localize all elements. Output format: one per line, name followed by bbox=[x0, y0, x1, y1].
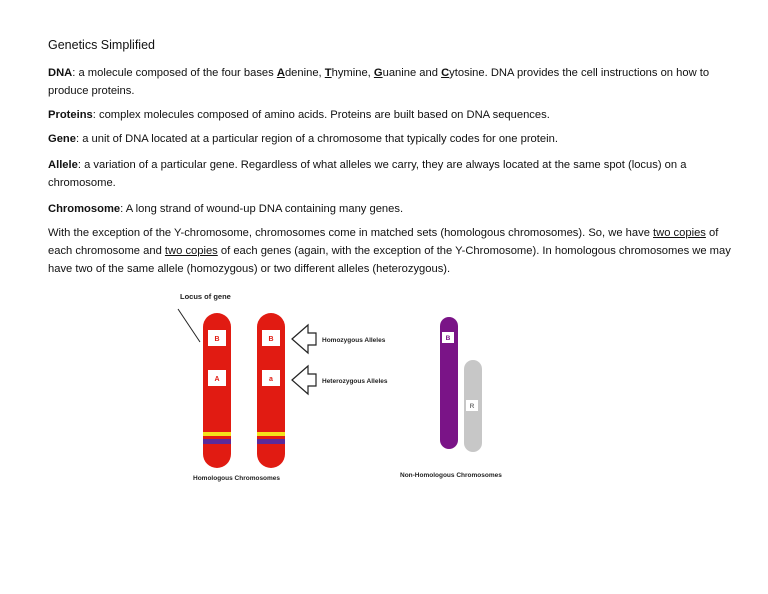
purple-allele: B bbox=[445, 335, 451, 342]
thymine-rest: hymine, bbox=[331, 67, 374, 79]
homologous-text-1: With the exception of the Y-chromosome, chromosomes come in matched sets (homologous chromosomes). So, we have bbox=[48, 227, 654, 239]
homologous-chromosome-left bbox=[203, 313, 231, 468]
proteins-term: Proteins bbox=[48, 109, 93, 121]
dna-text-pre: : a molecule composed of the four bases bbox=[72, 67, 277, 79]
heterozygous-label: Heterozygous Alleles bbox=[322, 378, 388, 385]
right-top-allele: B bbox=[268, 336, 274, 343]
gene-definition bbox=[48, 130, 738, 148]
homozygous-label: Homozygous Alleles bbox=[322, 337, 386, 344]
adenine-rest: denine, bbox=[284, 67, 325, 79]
guanine-rest: uanine and bbox=[382, 67, 442, 79]
dna-term: DNA bbox=[48, 67, 73, 79]
homozygous-arrow-icon bbox=[292, 325, 316, 353]
cytosine-initial: C bbox=[441, 67, 450, 79]
homologous-text-2: of each chromosome and bbox=[48, 227, 719, 257]
left-yellow-band bbox=[203, 432, 231, 436]
allele-term: Allele bbox=[48, 159, 78, 171]
gene-term: Gene bbox=[48, 133, 76, 145]
right-yellow-band bbox=[257, 432, 285, 436]
heterozygous-arrow-icon bbox=[292, 366, 316, 394]
homologous-text-3: of each genes (again, with the exception of the Y-Chromosome). In homologous chromosomes we may have two of the same allele (homozygous) or two different alleles (heterozygous). bbox=[48, 245, 731, 275]
page-title: Genetics Simplified bbox=[48, 38, 155, 52]
nonhomologous-chromosome-purple bbox=[440, 317, 458, 449]
chromosome-definition bbox=[48, 200, 738, 218]
nonhomologous-chromosome-grey bbox=[464, 360, 482, 452]
right-red-gap bbox=[257, 436, 285, 439]
right-bottom-allele: a bbox=[269, 376, 273, 383]
guanine-initial: G bbox=[373, 67, 383, 79]
dna-definition bbox=[48, 64, 738, 100]
right-purple-band bbox=[257, 439, 285, 444]
locus-pointer-line bbox=[178, 309, 200, 342]
gene-text: : a unit of DNA located at a particular region of a chromosome that typically codes for one protein. bbox=[75, 133, 558, 145]
left-purple-band bbox=[203, 439, 231, 444]
thymine-initial: T bbox=[324, 67, 332, 79]
proteins-text: : complex molecules composed of amino acids. Proteins are built based on DNA sequences. bbox=[92, 109, 550, 121]
locus-label: Locus of gene bbox=[180, 292, 231, 301]
nonhomologous-caption: Non-Homologous Chromosomes bbox=[400, 472, 502, 479]
proteins-definition bbox=[48, 106, 738, 124]
chromosome-text: : A long strand of wound-up DNA containing many genes. bbox=[120, 203, 404, 215]
chromosome-term: Chromosome bbox=[48, 203, 121, 215]
left-red-gap bbox=[203, 436, 231, 439]
grey-allele: R bbox=[469, 403, 475, 410]
allele-definition bbox=[48, 156, 738, 192]
homologous-paragraph bbox=[48, 224, 738, 278]
two-copies-2: two copies bbox=[164, 245, 218, 257]
adenine-initial: A bbox=[276, 67, 285, 79]
left-bottom-allele: A bbox=[214, 376, 220, 383]
cytosine-rest: ytosine. DNA provides the cell instructions on how to produce proteins. bbox=[48, 67, 710, 97]
allele-text: : a variation of a particular gene. Regardless of what alleles we carry, they are always located at the same spot (locus) on a chromosome. bbox=[48, 159, 687, 189]
homologous-chromosome-right bbox=[257, 313, 285, 468]
left-top-allele: B bbox=[214, 336, 220, 343]
homologous-caption: Homologous Chromosomes bbox=[193, 475, 281, 482]
two-copies-1: two copies bbox=[653, 227, 706, 239]
chromosome-diagram bbox=[170, 285, 550, 490]
